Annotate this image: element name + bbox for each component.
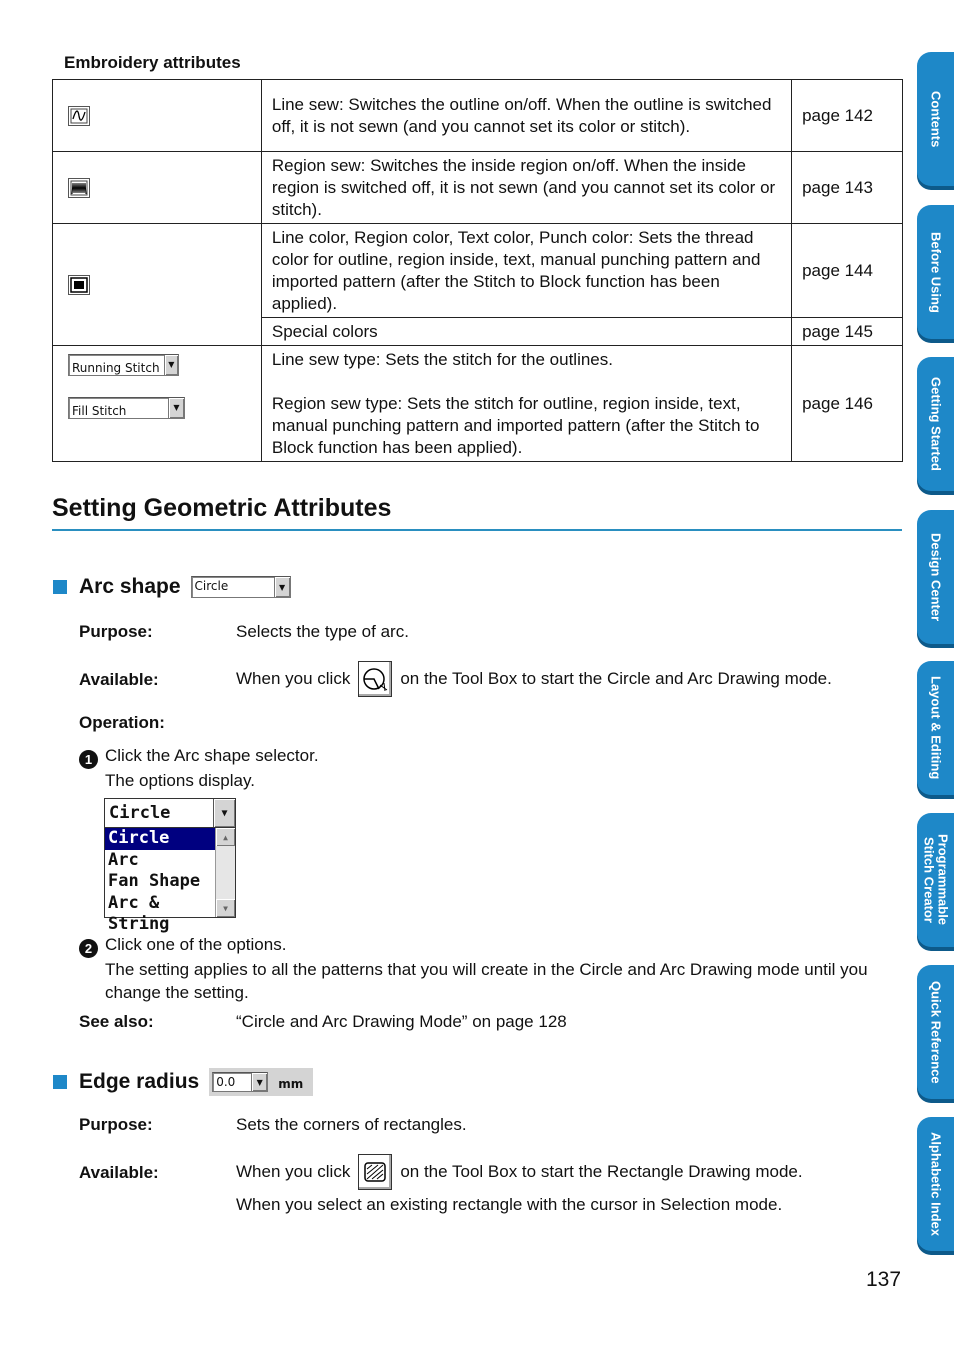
edge-radius-heading [53,1068,313,1096]
table-cell-page: page 142 [792,80,903,152]
tab-programmable-stitch-creator[interactable]: Programmable Stitch Creator [917,813,954,947]
chevron-down-icon[interactable]: ▼ [168,398,184,418]
table-row [53,224,903,318]
step-2: 2 Click one of the options. The setting applies to all the patterns that you will create in the Circle and Arc Drawing mode until you change the setting. [79,933,904,1004]
purpose-text: Sets the corners of rectangles. [236,1115,467,1134]
dropdown-value: Circle [109,803,171,823]
table-cell-desc: Special colors [261,318,791,346]
bullet-square-icon [53,580,67,594]
see-also-label: See also: [79,1012,154,1031]
region-sew-type-combo[interactable] [68,397,185,419]
embroidery-attributes-table [52,79,903,462]
tab-alphabetic-index[interactable]: Alphabetic Index [917,1117,954,1251]
tab-design-center[interactable]: Design Center [917,510,954,644]
tab-quick-reference[interactable]: Quick Reference [917,965,954,1099]
operation-label: Operation: [79,713,165,732]
dropdown-list [104,828,236,934]
table-row [53,80,903,152]
section-title: Setting Geometric Attributes [52,494,392,522]
arc-shape-combo[interactable] [191,576,291,598]
chevron-down-icon[interactable]: ▼ [251,1073,267,1091]
option-arc-string[interactable]: Arc & String [108,892,170,934]
purpose-label: Purpose: [79,622,153,641]
table-cell-desc: Line color, Region color, Text color, Punch color: Sets the thread color for outline, region inside, text, manual punching pattern and imported pattern (after the Stitch to Block function has been applied). [261,224,791,318]
table-row [53,346,903,462]
arc-shape-dropdown[interactable] [104,798,236,934]
step-number: 2 [79,939,98,958]
step-1: 1 Click the Arc shape selector. The options display. [79,744,319,792]
scrollbar[interactable] [215,828,235,917]
available-text: When you click on the Tool Box to start the Rectangle Drawing mode. [236,1154,803,1190]
table-row [53,152,903,224]
page-number: 137 [866,1268,902,1291]
scroll-down-icon[interactable]: ▼ [216,899,235,917]
arc-shape-label: Arc shape [79,575,181,598]
region-sew-icon[interactable] [68,178,90,198]
table-cell-page: page 146 [792,346,903,462]
option-arc[interactable]: Arc [108,849,139,870]
edge-radius-control [209,1068,313,1096]
line-sew-icon[interactable] [68,106,90,126]
purpose-text: Selects the type of arc. [236,622,409,641]
color-icon[interactable] [68,275,90,295]
tab-contents[interactable]: Contents [917,52,954,186]
available-label: Available: [79,1163,159,1182]
table-cell-desc: Region sew type: Sets the stitch for outline, region inside, text, manual punching pattern and imported pattern (after the Stitch to Block function has been applied). [271,393,760,457]
bullet-square-icon [53,1075,67,1089]
edge-radius-combo[interactable] [212,1072,268,1092]
available-text: When you click on the Tool Box to start the Circle and Arc Drawing mode. [236,661,832,697]
table-cell-page: page 144 [792,224,903,318]
chevron-down-icon[interactable]: ▼ [164,355,178,375]
region-sew-type-value: Fill Stitch [72,404,127,418]
option-fan-shape[interactable]: Fan Shape [108,871,201,891]
chevron-down-icon[interactable]: ▼ [213,799,235,827]
circle-arc-tool-icon[interactable] [358,661,392,697]
unit-label: mm [278,1077,304,1091]
arc-shape-value: Circle [194,579,229,593]
table-cell-desc: Line sew type: Sets the stitch for the outlines. [271,349,613,369]
line-sew-type-combo[interactable] [68,354,179,376]
scroll-up-icon[interactable]: ▲ [216,828,235,846]
edge-radius-label: Edge radius [79,1070,200,1093]
step-number: 1 [79,750,98,769]
line-sew-type-value: Running Stitch [72,361,160,375]
tab-layout-editing[interactable]: Layout & Editing [917,661,954,795]
see-also-text: “Circle and Arc Drawing Mode” on page 128 [236,1012,567,1031]
tab-before-using[interactable]: Before Using [917,205,954,339]
rectangle-tool-icon[interactable] [358,1154,392,1190]
table-cell-desc: Region sew: Switches the inside region on/off. When the inside region is switched off, it is not sewn (and you cannot set its color or stitch). [261,152,791,224]
tab-getting-started[interactable]: Getting Started [917,357,954,491]
arc-shape-heading [53,575,291,599]
purpose-label: Purpose: [79,1115,153,1134]
chevron-down-icon[interactable]: ▼ [274,577,290,597]
available-label: Available: [79,670,159,689]
table-cell-desc: Line sew: Switches the outline on/off. When the outline is switched off, it is not sewn (and you cannot set its color or stitch). [261,80,791,152]
available-text-2: When you select an existing rectangle with the cursor in Selection mode. [236,1195,783,1214]
table-cell-page: page 143 [792,152,903,224]
edge-radius-value: 0.0 [216,1075,236,1089]
table-title: Embroidery attributes [64,53,241,72]
option-circle[interactable]: Circle [105,828,215,850]
section-divider [52,529,902,531]
table-cell-page: page 145 [792,318,903,346]
